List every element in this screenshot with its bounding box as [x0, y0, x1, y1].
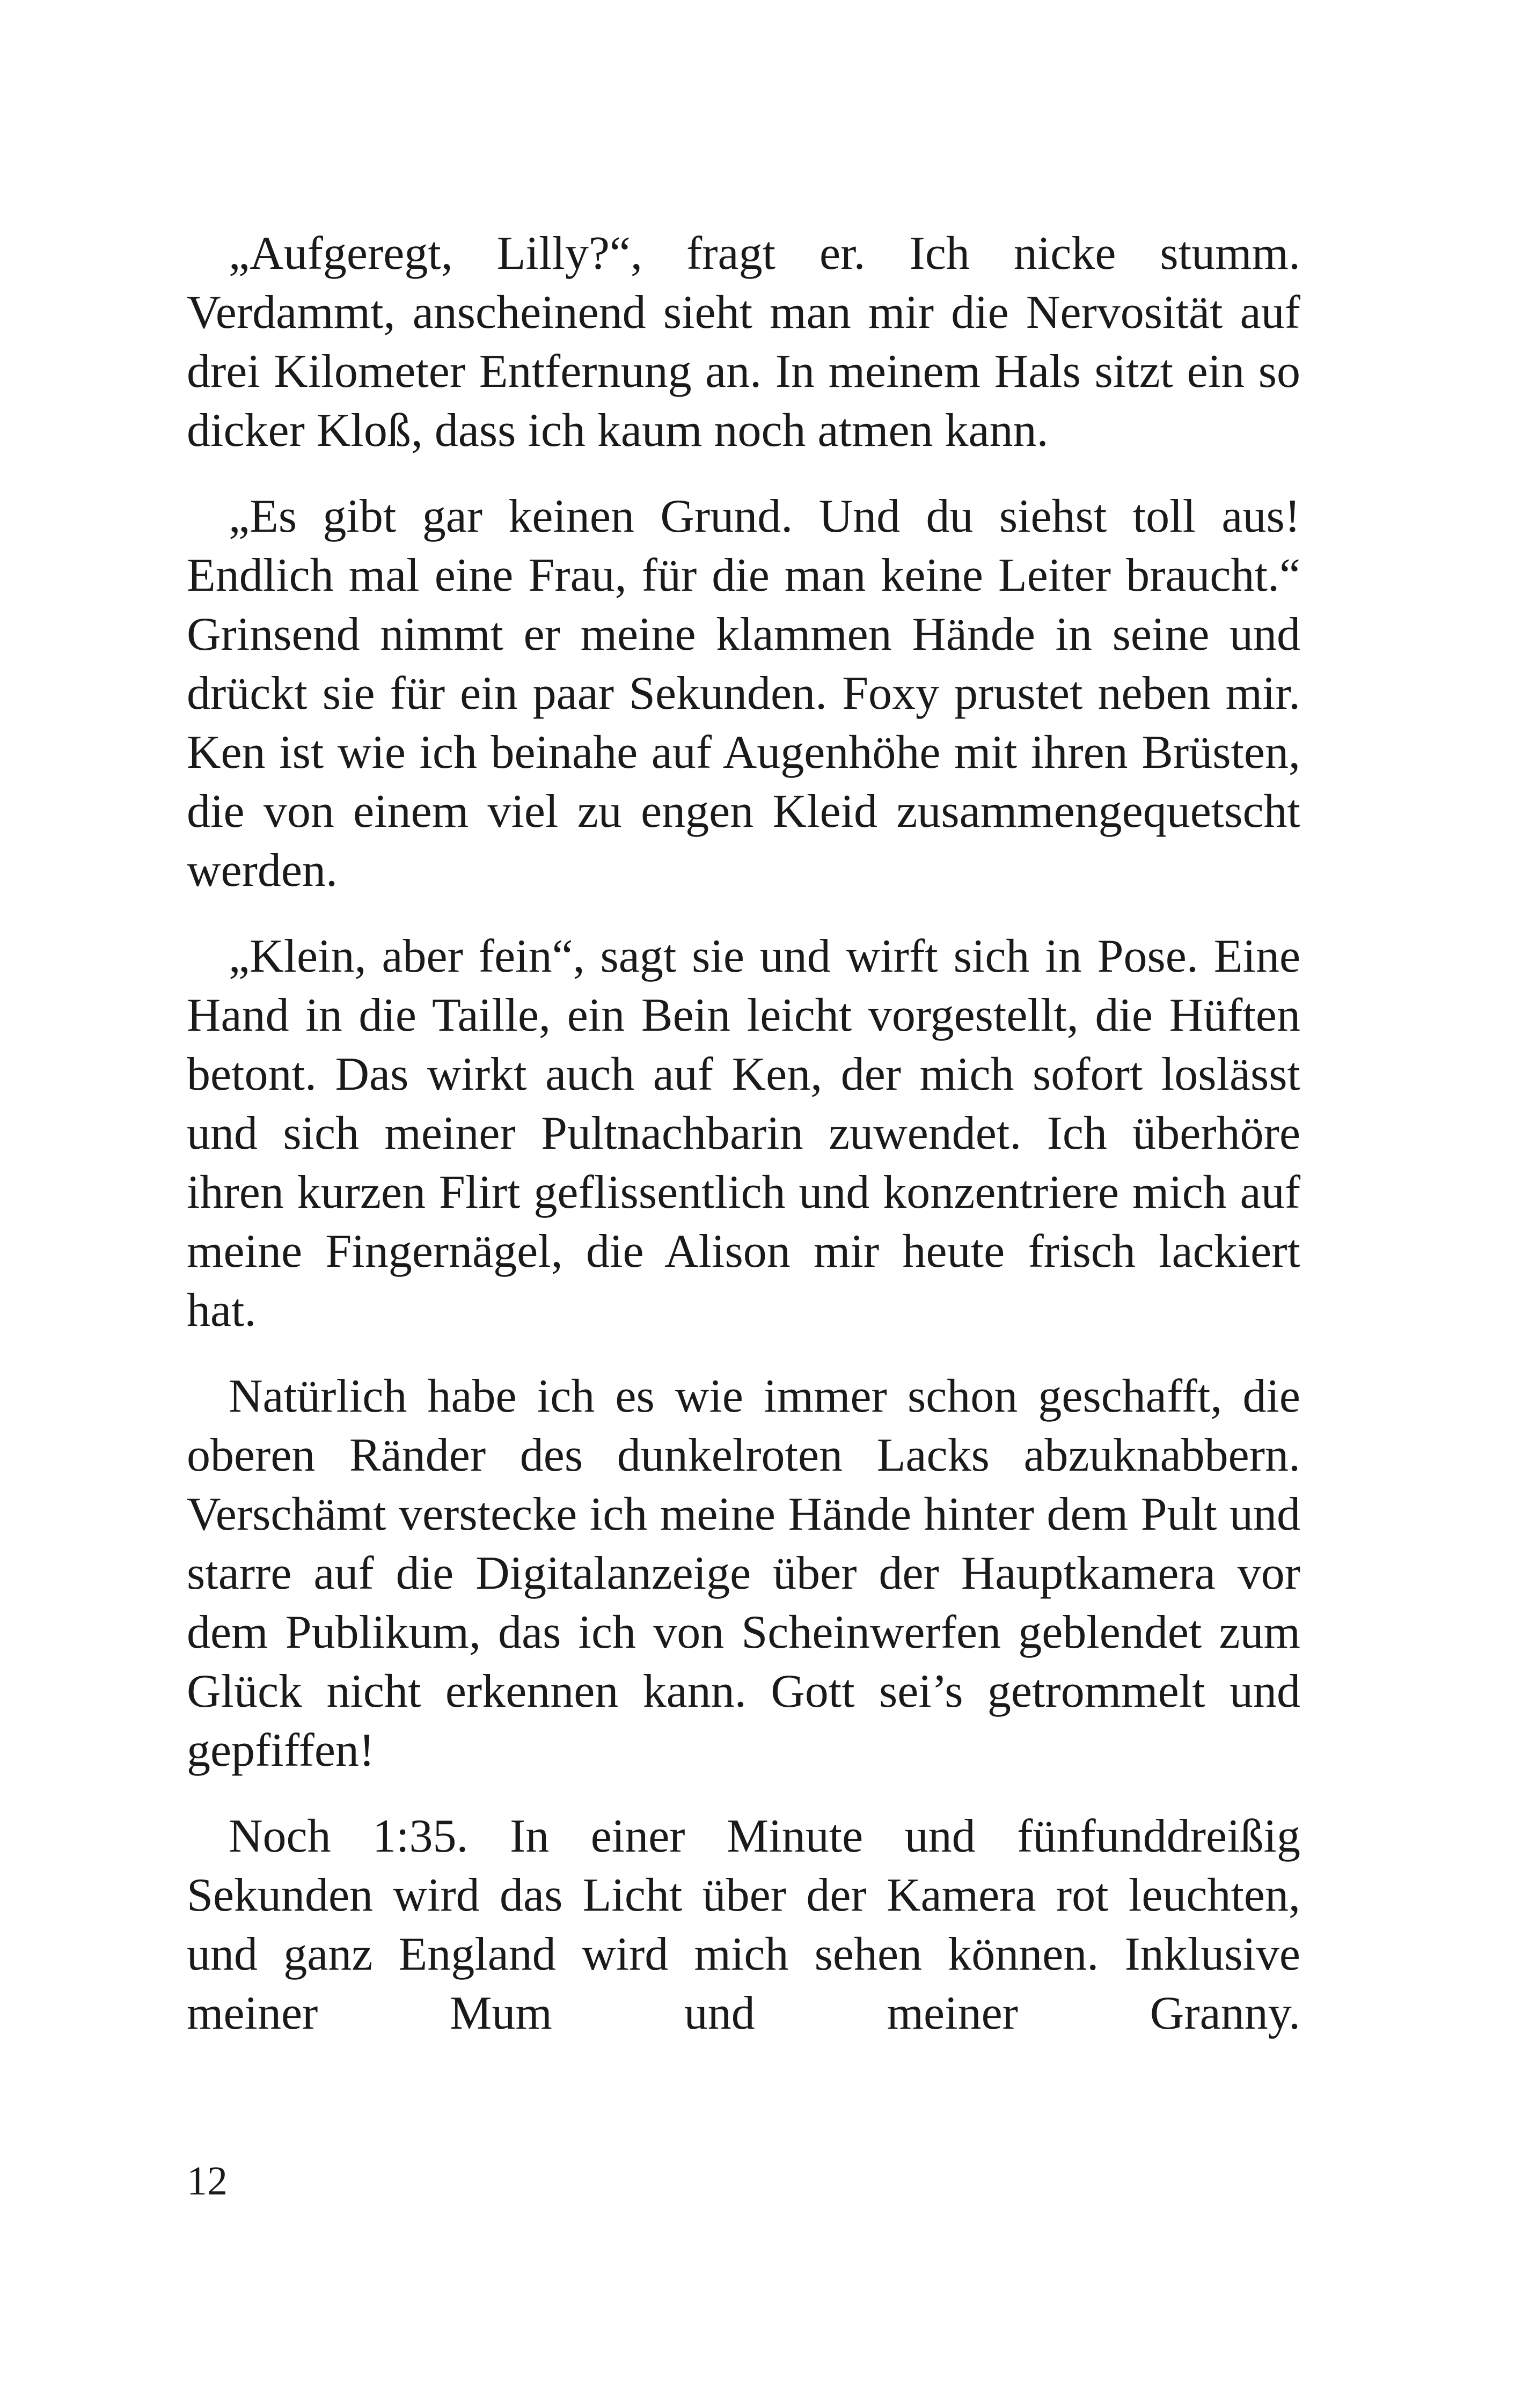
paragraph: Noch 1:35. In einer Minute und fünfunddreißig Sekunden wird das Licht über der Kamera rot leuchten, und ganz England wird mich sehen können. Inklusive meiner Mum und meiner Granny.: [187, 1810, 1300, 2039]
paragraph: „Aufgeregt, Lilly?“, fragt er. Ich nicke stumm. Verdammt, anscheinend sieht man mir die Nervosität auf drei Kilometer Entfernung an. In meinem Hals sitzt ein so dicker Kloß, dass ich kaum noch atmen kann.: [187, 227, 1300, 457]
page-number: 12: [187, 2159, 228, 2204]
body-text: [187, 224, 1300, 2070]
paragraph: Natürlich habe ich es wie immer schon geschafft, die oberen Ränder des dunkelroten Lacks abzuknabbern. Verschämt verstecke ich meine Hände hinter dem Pult und starre auf die Digitalanzeige über der Hauptkamera vor dem Publikum, das ich von Scheinwerfen geblendet zum Glück nicht erkennen kann. Gott sei’s getrommelt und gepfiffen!: [187, 1370, 1300, 1776]
paragraph: „Es gibt gar keinen Grund. Und du siehst toll aus! Endlich mal eine Frau, für die man keine Leiter braucht.“ Grinsend nimmt er meine klammen Hände in seine und drückt sie für ein paar Sekunden. Foxy prustet neben mir. Ken ist wie ich beinahe auf Augenhöhe mit ihren Brüsten, die von einem viel zu engen Kleid zusammengequetscht werden.: [187, 490, 1300, 897]
paragraph: „Klein, aber fein“, sagt sie und wirft sich in Pose. Eine Hand in die Taille, ein Bein leicht vorgestellt, die Hüften betont. Das wirkt auch auf Ken, der mich sofort loslässt und sich meiner Pultnachbarin zuwendet. Ich überhöre ihren kurzen Flirt geflissentlich und konzentriere mich auf meine Fingernägel, die Alison mir heute frisch lackiert hat.: [187, 930, 1300, 1337]
